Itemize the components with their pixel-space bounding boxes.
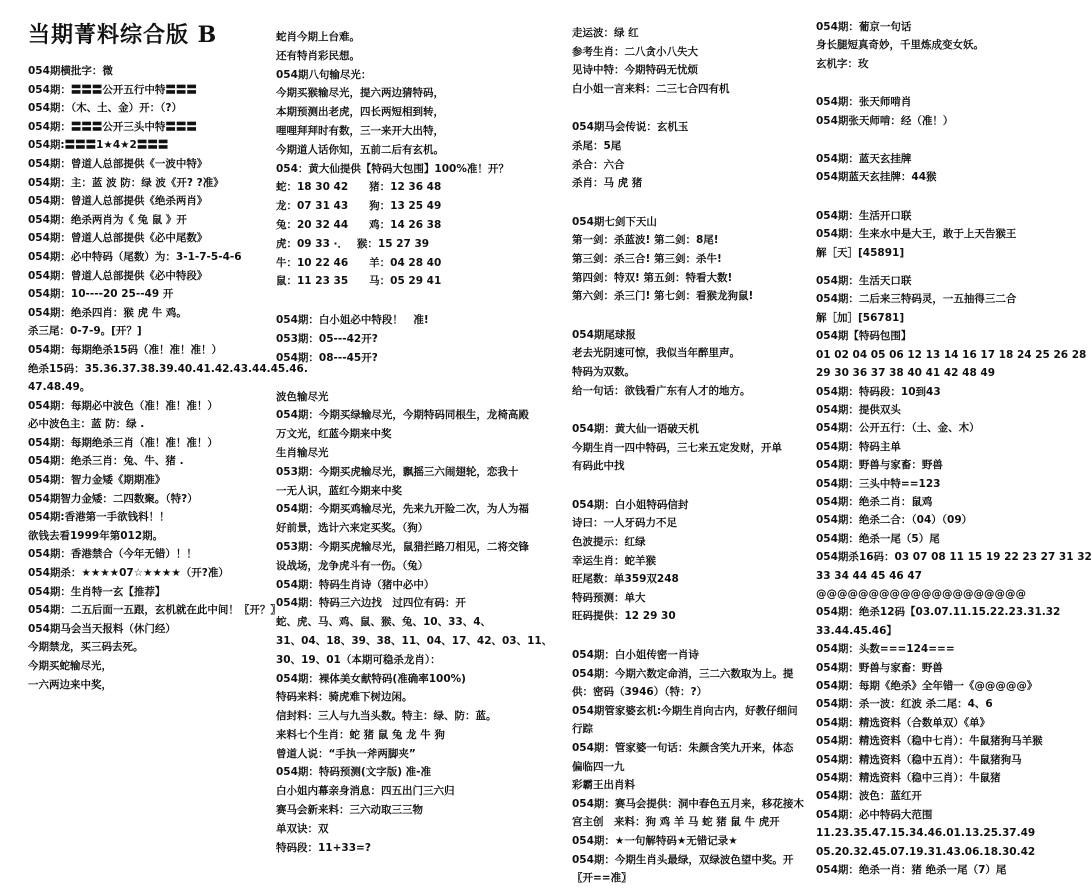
text-line: 杀尾：5尾: [572, 139, 622, 152]
text-line: 给一句话：欲钱看广东有人才的地方。: [572, 384, 751, 397]
text-line: 054期：精选资料（稳中七肖）：牛鼠猪狗马羊猴: [816, 735, 1043, 748]
text-line: 054期：今期买绿输尽光，今期特码同根生，龙椅高殿: [276, 409, 529, 422]
text-line: 身长腿短真奇妙，千里炼成变女妖。: [816, 39, 984, 52]
text-line: 054期：主：蓝 波 防：绿 波《开? ?准》: [28, 176, 224, 189]
text-line: 054期杀：★★★★07☆★★★★（开?准）: [28, 567, 229, 580]
text-line: 31、04、18、39、38、11、04、17、42、03、11、: [276, 634, 553, 647]
block-col3d: [572, 326, 810, 400]
text-line: 曾道人说：“手执一斧两脚夹”: [276, 747, 416, 760]
column-2: [276, 28, 553, 854]
text-line: 054期横批字：微: [28, 65, 113, 77]
text-line: 幸运生肖：蛇羊猴: [572, 554, 656, 567]
block-col2b: [276, 311, 546, 367]
text-line: 特码为双数。: [572, 365, 635, 378]
text-line: 054期：每期绝杀三肖（准！准！准！）: [28, 436, 218, 449]
text-line: 来料七个生肖：蛇 猪 鼠 兔 龙 牛 狗: [276, 728, 445, 741]
text-line: 参考生肖：二八贪小八失大: [572, 45, 698, 58]
text-line: 行踪: [572, 723, 593, 736]
text-line: 054期：绝杀二肖：鼠鸡: [816, 495, 933, 508]
text-line: 蛇：18 30 42 猪：12 36 48: [276, 181, 442, 194]
text-line: 33.44.45.46】: [816, 624, 897, 637]
text-line: 054期：每期绝杀15码（准！准！准！）: [28, 343, 223, 356]
text-line: 绝杀15码：35.36.37.38.39.40.41.42.43.44.45.46.: [28, 362, 308, 375]
text-line: 054期：波色：蓝红开: [816, 790, 922, 803]
text-line: 054期：香港禁合（今年无错）！！: [28, 548, 197, 561]
text-line: 白小姐一言来料：二三七合四有机: [572, 82, 730, 95]
text-line: 蛇、虎、马、鸡、鼠、猴、兔、10、33、4、: [276, 616, 492, 629]
text-line: 054期张天师啃：经（准！）: [816, 114, 954, 127]
text-line: 054期杀16码：03 07 08 11 15 19 22 23 27 31 32: [816, 551, 1092, 564]
text-line: 054期：白小姐特码信封: [572, 498, 689, 511]
text-line: 054期：黄大仙一语破天机: [572, 423, 699, 436]
text-line: 一六两边来中奖，: [28, 678, 112, 691]
text-line: 054期：曾道人总部提供《一波中特》: [28, 157, 208, 170]
text-line: 欲钱去看1999年第012期。: [28, 529, 164, 542]
text-line: 054期尾球报: [572, 328, 636, 341]
text-line: 设战场，龙争虎斗有一伤。（兔）: [276, 559, 429, 572]
block-col2a: [276, 28, 546, 291]
text-line: 01 02 04 05 06 12 13 14 16 17 18 24 25 26 28: [816, 348, 1087, 361]
text-line: 054期:香港第一手欲钱料！！: [28, 511, 170, 524]
text-line: 特码预测：单大: [572, 591, 646, 604]
text-line: 一无人识，蓝红今期来中奖: [276, 484, 402, 497]
text-line: 47.48.49。: [28, 381, 91, 394]
text-line: 今期生肖一四中特码，三七来五定发财，开单: [572, 441, 782, 454]
text-line: 054期：〓〓〓公开五行中特〓〓〓: [28, 83, 197, 96]
text-line: 旺尾数：单359双248: [572, 573, 679, 586]
text-line: 11.23.35.47.15.34.46.01.13.25.37.49: [816, 827, 1036, 840]
text-line: 旺码提供：12 29 30: [572, 610, 676, 623]
text-line: 054期：绝杀二合：（04）（09）: [816, 514, 973, 527]
text-line: 玄机字：玫: [816, 57, 869, 70]
text-line: 好前景，选计六来定买奖。（狗）: [276, 522, 429, 535]
text-line: 今期买蛇输尽光，: [28, 660, 112, 672]
text-line: 054期：10----20 25--49 开: [28, 288, 174, 301]
text-line: 杀合：六合: [572, 158, 625, 171]
text-line: 053期：今期买虎输尽光，飘摇三六闹翅轮，恋我十: [276, 465, 519, 478]
text-line: 054期：管家婆一句话：朱颜含笑九开来，体态: [572, 742, 794, 754]
text-line: 第一剑：杀蓝波! 第二剑：8尾!: [572, 234, 719, 247]
block-col3c: [572, 213, 810, 306]
text-line: 054期：绝杀两肖为《 兔 鼠 》开: [28, 213, 187, 226]
block-col3e: [572, 420, 810, 476]
text-line: 兔：20 32 44 鸡：14 26 38: [276, 218, 442, 231]
text-line: 054期：特码预测(文字版) 准-准: [276, 766, 432, 779]
block-col3g: [572, 646, 810, 888]
text-line: 054期：二五后面一五跟，玄机就在此中间！〖开？〗: [28, 604, 281, 617]
text-line: 054：黄大仙提供【特码大包围】100%准！开？: [276, 162, 509, 175]
text-line: 054期七剑下天山: [572, 215, 657, 228]
text-line: 单双诀：双: [276, 822, 329, 835]
block-col4a: [816, 18, 1066, 73]
text-line: 053期：今期买虎输尽光，鼠猎拦路刀相见，二将交锋: [276, 540, 529, 553]
text-line: 054期：精选资料（稳中五肖）：牛鼠猪狗马: [816, 753, 1022, 766]
text-line: 054期蓝天玄挂牌：44猴: [816, 171, 937, 184]
text-line: 解［加］[56781]: [816, 311, 905, 324]
text-line: @@@@@@@@@@@@@@@@@@@@: [816, 587, 1026, 600]
block-col3f: [572, 496, 810, 626]
text-line: 054期：智力金矮《期期准》: [28, 474, 166, 487]
text-line: 054期：杀一波：红波 杀二尾：4、6: [816, 698, 993, 711]
text-line: 还有特肖彩民想。: [276, 49, 360, 62]
text-line: 今期禁龙，买三码去死。: [28, 641, 144, 654]
block-col4b: [816, 93, 1066, 130]
text-line: 054期：头数===124===: [816, 643, 955, 656]
text-line: 054期：二后来三特码灵，一五抽得三二合: [816, 293, 1017, 306]
text-line: 054期：绝杀三肖：兔、牛、猪 .: [28, 455, 184, 468]
text-line: 054期：特码生肖诗（猪中必中）: [276, 578, 435, 591]
text-line: 今期道人话你知，五前二后有玄机。: [276, 143, 444, 156]
text-line: 054期：〓〓〓公开三头中特〓〓〓: [28, 120, 197, 133]
text-line: 054期：曾道人总部提供《必中特段》: [28, 269, 208, 282]
text-line: 054期：绝杀一尾（5）尾: [816, 532, 940, 545]
text-line: 054期：张天师啃肖: [816, 96, 912, 109]
text-line: 054期马会传说：玄机玉: [572, 121, 689, 134]
text-line: 特码段：11+33=?: [276, 841, 371, 854]
text-line: 054期：精选资料（稳中三肖）：牛鼠猪: [816, 772, 1001, 785]
text-line: 054期：裸体美女献特码(准确率100%): [276, 672, 466, 685]
text-line: 29 30 36 37 38 40 41 42 48 49: [816, 367, 996, 380]
text-line: 解［天］[45891]: [816, 246, 905, 259]
text-line: 哩哩拜拜时有数，三一来开大出特，: [276, 124, 444, 137]
block-col4d: [816, 207, 1066, 262]
text-line: 33 34 44 45 46 47: [816, 569, 922, 582]
text-line: 蛇肖今期上台难。: [276, 31, 360, 43]
block-col4c: [816, 150, 1066, 187]
text-line: 054期：精选资料（合数单双）《单》: [816, 716, 991, 729]
text-line: 054期：必中特码大范围: [816, 808, 933, 821]
text-line: 鼠：11 23 35 马：05 29 41: [276, 275, 442, 288]
text-line: 054期：生活天口联: [816, 275, 912, 288]
text-line: 生肖输尽光: [276, 446, 329, 459]
text-line: 有码此中找: [572, 460, 625, 473]
text-line: 第三剑：杀三合! 第三剑：杀牛!: [572, 252, 722, 265]
text-line: 色波提示：红绿: [572, 536, 646, 549]
text-line: 054期八句输尽光：: [276, 68, 372, 81]
text-line: 054期：葡京一句话: [816, 21, 912, 33]
text-line: 〖开==准〗: [572, 872, 632, 885]
text-line: 054期马会当天报料（休门经）: [28, 622, 176, 635]
text-line: 054期：绝杀一肖：猪 绝杀一尾（7）尾: [816, 864, 1007, 877]
text-line: 054期：今期六数定命消，三二六数取为上。提: [572, 667, 794, 680]
text-line: 054期：绝杀四肖：猴 虎 牛 鸡。: [28, 306, 187, 319]
text-line: 054期：今期生肖头最绿，双绿波色望中奖。开: [572, 853, 794, 866]
text-line: 30、19、01（本期可稳杀龙肖）：: [276, 653, 441, 666]
text-line: 杀肖：马 虎 猪: [572, 177, 643, 190]
page-title: 当期菁料综合版 B: [28, 22, 218, 48]
text-line: 054期：公开五行：（土、金、木）: [816, 422, 980, 435]
text-line: 054期：赛马会提供：洞中春色五月来，移花接木: [572, 797, 804, 810]
block-col4e: [816, 272, 1092, 879]
text-line: 走运波：绿 红: [572, 27, 639, 39]
text-line: 054期：08---45开?: [276, 351, 378, 364]
block-col2c: [276, 388, 553, 858]
text-line: 054期：每期《绝杀》全年错一《@@@@@》: [816, 680, 1038, 692]
text-line: 054期：曾道人总部提供《必中尾数》: [28, 232, 208, 245]
text-line: 054期：今期买鸡输尽光，先来九开险二次，为人为福: [276, 503, 529, 516]
text-line: 白小姐内幕亲身消息：四五出门三六归: [276, 785, 455, 798]
text-line: 054期：特码三六边找 过四位有码：开: [276, 597, 466, 610]
text-line: 054期：生活开口联: [816, 209, 912, 222]
text-line: 杀三尾：0-7-9。[开？]: [28, 325, 142, 338]
text-line: 信封料：三人与九当头数。特主：绿、防：蓝。: [276, 710, 497, 723]
text-line: 龙：07 31 43 狗：13 25 49: [276, 200, 442, 213]
text-line: 本期预测出老虎，四长两短相到转，: [276, 106, 444, 119]
text-line: 今期买猴输尽光，提六两边猜特码，: [276, 87, 444, 100]
text-line: 054期管家婆玄机:今期生肖向古内，好教仔细问: [572, 704, 798, 717]
text-line: 054期智力金矮：二四数聚。（特?）: [28, 492, 198, 505]
text-line: 054期：生肖特一玄【推荐】: [28, 585, 166, 598]
column-3: [572, 24, 810, 885]
text-line: 彩霸王出肖料: [572, 779, 635, 792]
text-line: 054期:〓〓〓1★4★2〓〓〓: [28, 139, 169, 152]
text-line: 赛马会新来料：三六动取三三物: [276, 804, 423, 817]
text-line: 054期：生来水中是大王，敢于上天告猴王: [816, 228, 1017, 241]
text-line: 054期【特码包围】: [816, 330, 912, 343]
text-line: 第六剑：杀三门! 第七剑：看猴龙狗鼠!: [572, 290, 754, 303]
text-line: 见诗中特：今期特码无忧烦: [572, 64, 698, 77]
text-line: 054期：★一句解特码★无错记录★: [572, 834, 738, 847]
text-line: 05.20.32.45.07.19.31.43.06.18.30.42: [816, 845, 1036, 858]
text-line: 054期：绝杀12码【03.07.11.15.22.23.31.32: [816, 606, 1061, 619]
text-line: 054期：白小姐必中特段！ 准!: [276, 314, 429, 327]
text-line: 054期：必中特码（尾数）为：3-1-7-5-4-6: [28, 250, 242, 263]
text-line: 虎：09 33 ·． 猴：15 27 39: [276, 237, 430, 250]
text-line: 054期：特码主单: [816, 440, 901, 453]
text-line: 054期：提供双头: [816, 403, 901, 416]
text-line: 必中波色主：蓝 防：绿 .: [28, 418, 145, 431]
text-line: 偏临四一九: [572, 760, 625, 773]
text-line: 万文光，红蓝今期来中奖: [276, 428, 392, 441]
text-line: 054期：野兽与家畜：野兽: [816, 661, 943, 674]
text-line: 第四剑：特双! 第五剑：特看大数!: [572, 271, 733, 284]
text-line: 054期：野兽与家畜：野兽: [816, 459, 943, 472]
text-line: 诗曰：一人牙码力不足: [572, 517, 677, 530]
text-line: 波色输尽光: [276, 390, 329, 403]
text-line: 供：密码（3946）（特：?）: [572, 686, 708, 699]
text-line: 宫主创 来料：狗 鸡 羊 马 蛇 猪 鼠 牛 虎开: [572, 816, 780, 829]
block-col3b: [572, 118, 810, 192]
text-line: 特码来料：骑虎难下树边闲。: [276, 691, 413, 704]
column-4: [816, 18, 1092, 877]
text-line: 054期：三头中特==123: [816, 477, 941, 490]
text-line: 053期：05---42开?: [276, 332, 378, 345]
text-line: 054期：（木、土、金）开：（?）: [28, 102, 183, 115]
block-col3a: [572, 24, 810, 98]
text-line: 牛：10 22 46 羊：04 28 40: [276, 256, 442, 269]
text-line: 054期：特码段：10到43: [816, 385, 941, 398]
text-line: 054期：白小姐传密一肖诗: [572, 649, 699, 662]
text-line: 老去光阴速可惊，我似当年醉里声。: [572, 347, 740, 360]
text-line: 054期：每期必中波色（准！准！准！）: [28, 399, 218, 412]
text-line: 054期：蓝天玄挂牌: [816, 153, 912, 166]
text-line: 054期：曾道人总部提供《绝杀两肖》: [28, 195, 208, 208]
